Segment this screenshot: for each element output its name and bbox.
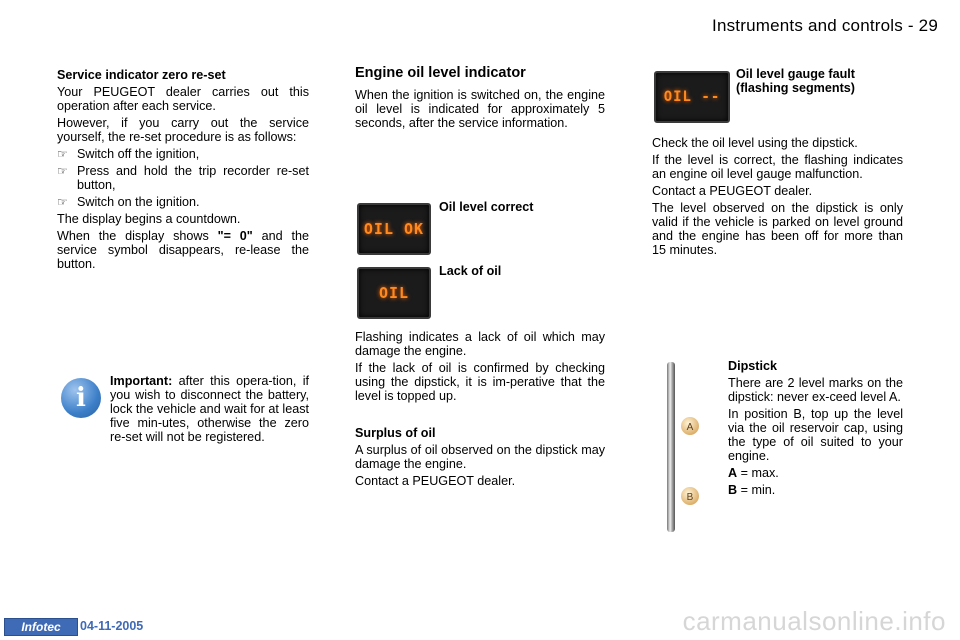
service-reset-heading: Service indicator zero re-set <box>57 68 226 82</box>
lack-of-oil-display: OIL <box>357 267 431 319</box>
dipstick-rod <box>667 362 675 532</box>
surplus-section <box>355 426 605 491</box>
oil-level-section <box>355 66 605 133</box>
service-reset-section <box>57 68 309 274</box>
pointing-hand-icon: ☞ <box>57 195 68 209</box>
confirm-text: If the lack of oil is confirmed by checking using the dipstick, it is im-perative that the level is topped up. <box>355 361 605 403</box>
gauge-fault-text: Check the oil level using the dipstick. If the level is correct, the flashing indicates an engine oil level gauge malfunction. Contact a PEUGEOT dealer. The level observed on the dipstick is only valid if the vehicle is parked on level ground and the engine has been off for more than 15 minutes. <box>652 136 903 257</box>
infotec-badge: Infotec <box>4 618 78 636</box>
footer-date: 04-11-2005 <box>80 619 144 633</box>
oil-gauge-fault-display: OIL -- <box>654 71 730 123</box>
lack-of-oil-text <box>355 330 605 406</box>
watermark: carmanualsonline.info <box>682 606 946 636</box>
oil-level-correct-label: Oil level correct <box>439 200 534 214</box>
mark-b-label: B <box>686 492 694 503</box>
pointing-hand-icon: ☞ <box>57 147 68 161</box>
procedure-step: ☞ Switch off the ignition, <box>57 147 200 161</box>
surplus-heading: Surplus of oil <box>355 426 436 440</box>
mark-a-legend: A = max. <box>728 466 779 480</box>
mark-a-label: A <box>686 422 694 433</box>
service-reset-procedure-intro: However, if you carry out the service yourself, the re-set procedure is as follows: <box>57 116 309 144</box>
lack-of-oil-label: Lack of oil <box>439 264 502 278</box>
service-reset-intro: Your PEUGEOT dealer carries out this operation after each service. <box>57 85 309 113</box>
dipstick-illustration <box>660 362 710 540</box>
oil-level-intro: When the ignition is switched on, the engine oil level is indicated for approximately 5 seconds, after the service information. <box>355 88 605 130</box>
release-instruction: When the display shows "= 0" and the service symbol disappears, re-lease the button. <box>57 229 309 271</box>
flashing-text: Flashing indicates a lack of oil which may damage the engine. <box>355 330 605 358</box>
pointing-hand-icon: ☞ <box>57 164 68 178</box>
info-icon: i <box>61 378 101 418</box>
oil-level-heading: Engine oil level indicator <box>355 65 526 81</box>
countdown-text: The display begins a countdown. <box>57 212 241 226</box>
dipstick-heading: Dipstick <box>728 359 777 373</box>
dipstick-section: Dipstick There are 2 level marks on the dipstick: never ex-ceed level A. In position B, top up the level via the oil reservoir cap, using the type of oil suited to your engine. A = max. B = min. <box>728 359 903 497</box>
procedure-step: ☞ Press and hold the trip recorder re-set button, <box>57 164 309 192</box>
oil-ok-display: OIL OK <box>357 203 431 255</box>
procedure-step: ☞ Switch on the ignition. <box>57 195 200 209</box>
surplus-warning: A surplus of oil observed on the dipstick may damage the engine. <box>355 443 605 471</box>
important-note: Important: after this opera-tion, if you wish to disconnect the battery, lock the vehicle and wait for at least five min-utes, otherwise the zero re-set will not be registered. <box>110 374 309 444</box>
mark-b-legend: B = min. <box>728 483 776 497</box>
oil-gauge-fault-heading: Oil level gauge fault (flashing segments) <box>736 67 855 95</box>
surplus-contact: Contact a PEUGEOT dealer. <box>355 474 516 488</box>
page-title: Instruments and controls - 29 <box>712 16 938 35</box>
